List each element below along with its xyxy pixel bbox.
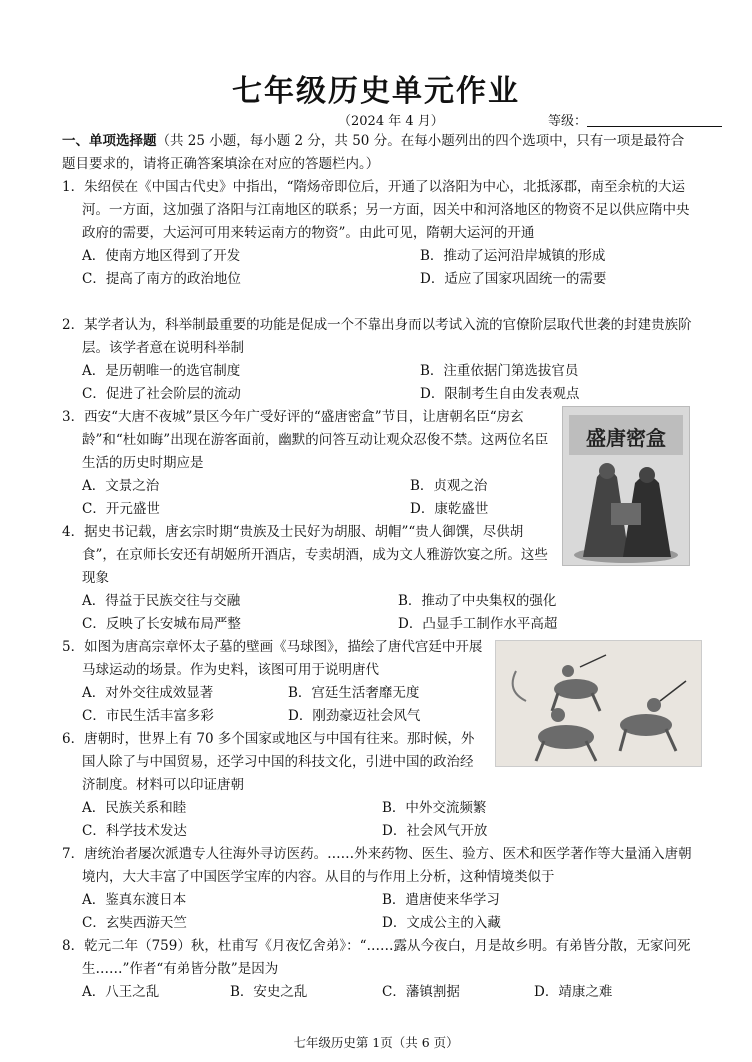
question-5: [62, 636, 486, 728]
question-3: [62, 406, 556, 521]
question-7: [62, 843, 692, 935]
page-footer: 七年级历史第 1页（共 6 页）: [293, 1035, 459, 1050]
option-a[interactable]: A．民族关系和睦: [82, 800, 187, 816]
option-c[interactable]: C．科学技术发达: [82, 823, 187, 839]
grade-field: [548, 110, 722, 129]
options-row: [62, 475, 556, 498]
option-a[interactable]: A．对外交往成效显著: [82, 685, 214, 701]
option-d[interactable]: D．适应了国家巩固统一的需要: [420, 271, 607, 287]
question-stem: 1．朱绍侯在《中国古代史》中指出，“隋炀帝即位后，开通了以洛阳为中心，北抵涿郡，南至余杭的大运河。一方面，这加强了洛阳与江南地区的联系；另一方面，因关中和河洛地区的物资不足以供应隋中央政府的需要，大运河可用来转运南方的物资”。由此可见，隋朝大运河的开通: [62, 179, 690, 241]
question-stem: 2．某学者认为，科举制最重要的功能是促成一个不靠出身而以考试入流的官僚阶层取代世袭的封建贵族阶层。该学者意在说明科举制: [62, 317, 692, 356]
option-c[interactable]: C．提高了南方的政治地位: [82, 271, 241, 287]
question-1: [62, 176, 692, 291]
options-row: [62, 912, 692, 935]
question-2: [62, 314, 692, 406]
question-4-options: [62, 590, 692, 636]
options-row: [62, 682, 486, 705]
exam-date: （2024 年 4 月）: [338, 114, 444, 129]
option-b[interactable]: B．推动了运河沿岸城镇的形成: [420, 248, 606, 264]
option-c[interactable]: C．开元盛世: [82, 501, 160, 517]
options-row: [62, 889, 692, 912]
option-a[interactable]: A．八王之乱: [82, 984, 160, 1000]
option-d[interactable]: D．文成公主的入藏: [382, 915, 501, 931]
options-row: [62, 268, 692, 291]
option-c[interactable]: C．促进了社会阶层的流动: [82, 386, 241, 402]
question-stem: 8．乾元二年（759）秋，杜甫写《月夜忆舍弟》：“……露从今夜白，月是故乡明。有弟皆分散，无家问死生……”作者“有弟皆分散”是因为: [62, 938, 691, 977]
option-a[interactable]: A．是历朝唯一的选官制度: [82, 363, 241, 379]
options-row: [62, 705, 486, 728]
question-4: [62, 521, 556, 590]
option-a[interactable]: A．文景之治: [82, 478, 160, 494]
question-stem: 5．如图为唐高宗章怀太子墓的壁画《马球图》，描绘了唐代宫廷中开展马球运动的场景。作为史料，该图可用于说明唐代: [62, 639, 483, 678]
section-heading: 一、单项选择题: [62, 133, 157, 149]
option-d[interactable]: D．社会风气开放: [382, 823, 488, 839]
option-d[interactable]: D．靖康之难: [534, 984, 613, 1000]
options-row: [62, 498, 556, 521]
options-row: [62, 797, 692, 820]
option-b[interactable]: B．宫廷生活奢靡无度: [288, 685, 420, 701]
option-d[interactable]: D．康乾盛世: [410, 501, 489, 517]
question-stem: 3．西安“大唐不夜城”景区今年广受好评的“盛唐密盒”节目，让唐朝名臣“房玄龄”和“杜如晦”出现在游客面前，幽默的问答互动让观众忍俊不禁。这两位名臣生活的历史时期应是: [62, 409, 549, 471]
options-row: [62, 820, 692, 843]
shengtang-mihe-illustration: [563, 407, 689, 565]
option-a[interactable]: A．使南方地区得到了开发: [82, 248, 241, 264]
image-caption: 盛唐密盒: [586, 426, 666, 450]
question-stem: 6．唐朝时，世界上有 70 多个国家或地区与中国有往来。那时候，外国人除了与中国贸易，还学习中国的科技文化，引进中国的政治经济制度。材料可以印证唐朝: [62, 731, 475, 793]
option-b[interactable]: B．中外交流频繁: [382, 800, 487, 816]
option-c[interactable]: C．反映了长安城布局严整: [82, 616, 241, 632]
question-6-options: [62, 797, 692, 843]
question-stem: 4．据史书记载，唐玄宗时期“贵族及士民好为胡服、胡帽”“贵人御馔，尽供胡食”，在京师长安还有胡姬所开酒店，专卖胡酒，成为文人雅游饮宴之所。这些现象: [62, 524, 548, 586]
option-b[interactable]: B．贞观之治: [410, 478, 488, 494]
option-a[interactable]: A．鉴真东渡日本: [82, 892, 187, 908]
option-d[interactable]: D．限制考生自由发表观点: [420, 386, 580, 402]
option-b[interactable]: B．推动了中央集权的强化: [398, 593, 557, 609]
option-d[interactable]: D．刚劲豪迈社会风气: [288, 708, 421, 724]
options-row: [62, 245, 692, 268]
polo-mural-image: [495, 640, 702, 767]
grade-blank: [587, 113, 722, 127]
section-text: （共 25 小题，每小题 2 分，共 50 分。在每小题列出的四个选项中，只有一项是最符合题目要求的，请将正确答案填涂在对应的答题栏内。）: [62, 133, 685, 172]
shengtang-mihe-image: [562, 406, 690, 566]
options-row: [62, 981, 692, 1004]
question-6: [62, 728, 486, 797]
options-row: [62, 360, 692, 383]
option-b[interactable]: B．注重依据门第选拔官员: [420, 363, 579, 379]
grade-label: 等级：: [548, 114, 588, 129]
options-row: [62, 383, 692, 406]
question-8: [62, 935, 692, 1004]
option-c[interactable]: C．藩镇割据: [382, 984, 460, 1000]
polo-mural-illustration: [496, 641, 701, 766]
option-c[interactable]: C．玄奘西游天竺: [82, 915, 187, 931]
question-stem: 7．唐统治者屡次派遣专人往海外寻访医药。……外来药物、医生、验方、医术和医学著作等大量涌入唐朝境内，大大丰富了中国医学宝库的内容。从目的与作用上分析，这种情境类似于: [62, 846, 692, 885]
option-b[interactable]: B．安史之乱: [230, 984, 308, 1000]
option-b[interactable]: B．遣唐使来华学习: [382, 892, 500, 908]
page-title: 七年级历史单元作业: [232, 74, 520, 109]
options-row: [62, 590, 692, 613]
section-instructions: [62, 130, 692, 176]
option-d[interactable]: D．凸显手工制作水平高超: [398, 616, 558, 632]
option-a[interactable]: A．得益于民族交往与交融: [82, 593, 241, 609]
options-row: [62, 613, 692, 636]
option-c[interactable]: C．市民生活丰富多彩: [82, 708, 214, 724]
